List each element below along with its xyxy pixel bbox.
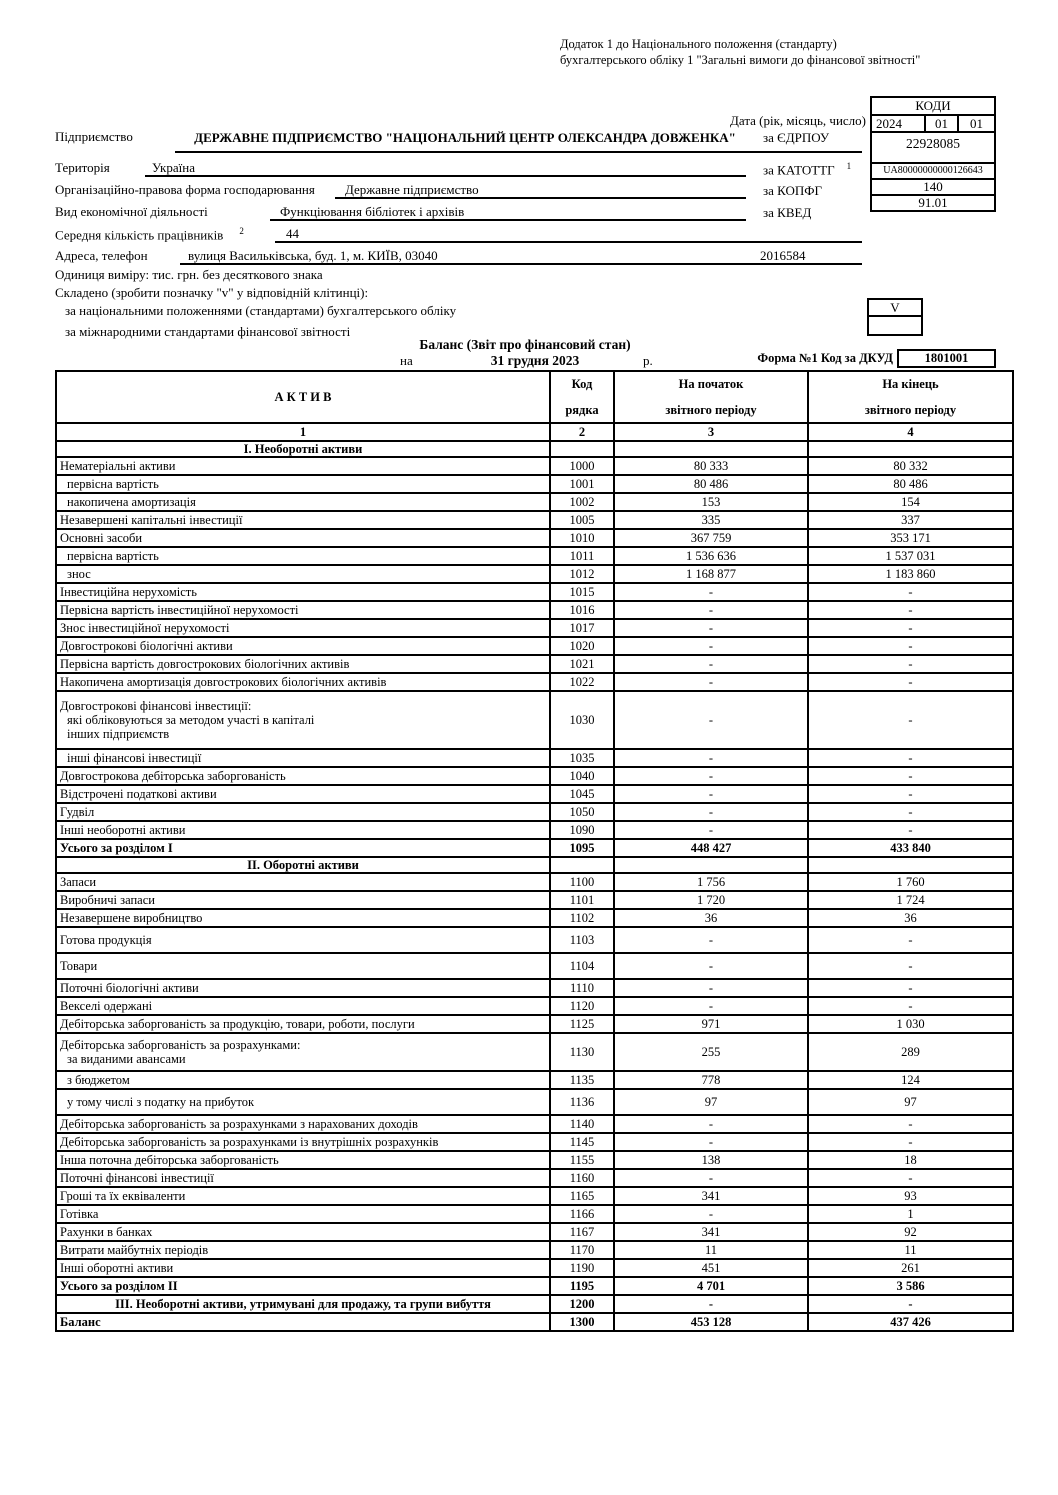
section-title: ІІ. Оборотні активи: [56, 857, 550, 873]
dkud-code-box: 1801001: [897, 349, 996, 368]
codes-date-row: [872, 114, 994, 131]
cell-label: Незавершене виробництво: [56, 909, 550, 927]
cell-code: 1101: [550, 891, 614, 909]
table-row: [56, 457, 1013, 475]
cell-start: 4 701: [614, 1277, 808, 1295]
cell-end: 353 171: [808, 529, 1013, 547]
cell-code: 1100: [550, 873, 614, 891]
table-row: [56, 749, 1013, 767]
balance-table-body: [56, 441, 1013, 1331]
cell-start: -: [614, 749, 808, 767]
cell-label: Інші необоротні активи: [56, 821, 550, 839]
table-row: [56, 1241, 1013, 1259]
cell-start: 778: [614, 1071, 808, 1089]
cell-code: 1030: [550, 691, 614, 749]
kved-code: 91.01: [872, 194, 994, 210]
cell-start: -: [614, 673, 808, 691]
company-label: Підприємство: [55, 129, 133, 144]
cell-code: 1200: [550, 1295, 614, 1313]
cell-end: 1 030: [808, 1015, 1013, 1033]
cell-code: 1016: [550, 601, 614, 619]
cell-start: -: [614, 655, 808, 673]
katottg-footnote: 1: [846, 161, 852, 171]
legal-form-label: Організаційно-правова форма господарювання: [55, 182, 315, 197]
cell-start: -: [614, 767, 808, 785]
table-row: [56, 1033, 1013, 1071]
table-row: [56, 873, 1013, 891]
cell-label: Інвестиційна нерухомість: [56, 583, 550, 601]
cell-start: 11: [614, 1241, 808, 1259]
table-row: [56, 1223, 1013, 1241]
cell-label: Векселі одержані: [56, 997, 550, 1015]
cell-label: Баланс: [56, 1313, 550, 1331]
table-header-row: [56, 371, 1013, 423]
date-label: Дата (рік, місяць, число): [730, 113, 866, 128]
cell-end: -: [808, 1295, 1013, 1313]
table-row: [56, 1187, 1013, 1205]
address-value: вулиця Васильківська, буд. 1, м. КИЇВ, 03040: [188, 248, 438, 263]
cell-code: [550, 441, 614, 457]
national-standards-checkbox: V: [867, 298, 923, 317]
cell-end: -: [808, 619, 1013, 637]
cell-code: 1022: [550, 673, 614, 691]
table-row: [56, 547, 1013, 565]
table-row: [56, 655, 1013, 673]
cell-start: 80 486: [614, 475, 808, 493]
cell-label: Накопичена амортизація довгострокових біологічних активів: [56, 673, 550, 691]
cell-end: -: [808, 1169, 1013, 1187]
cell-start: -: [614, 785, 808, 803]
cell-code: 1160: [550, 1169, 614, 1187]
table-row: [56, 637, 1013, 655]
cell-end: 1 760: [808, 873, 1013, 891]
edrpou-label: за ЄДРПОУ: [763, 130, 830, 145]
table-row: [56, 1015, 1013, 1033]
cell-label: Довгострокові біологічні активи: [56, 637, 550, 655]
cell-label: первісна вартість: [56, 547, 550, 565]
company-value: ДЕРЖАВНЕ ПІДПРИЄМСТВО "НАЦІОНАЛЬНИЙ ЦЕНТР ОЛЕКСАНДРА ДОВЖЕНКА": [194, 130, 736, 145]
column-numbers-row: [56, 423, 1013, 441]
cell-start: 451: [614, 1259, 808, 1277]
cell-start: -: [614, 1169, 808, 1187]
cell-end: -: [808, 997, 1013, 1015]
cell-start: 255: [614, 1033, 808, 1071]
cell-label: Довгострокова дебіторська заборгованість: [56, 767, 550, 785]
cell-label: [56, 691, 550, 749]
cell-label: ІІІ. Необоротні активи, утримувані для продажу, та групи вибуття: [56, 1295, 550, 1313]
cell-label: у тому числі з податку на прибуток: [56, 1089, 550, 1115]
cell-start: 97: [614, 1089, 808, 1115]
cell-label: Усього за розділом І: [56, 839, 550, 857]
table-row: [56, 821, 1013, 839]
cell-label: з бюджетом: [56, 1071, 550, 1089]
cell-code: 1005: [550, 511, 614, 529]
cell-end: -: [808, 927, 1013, 953]
katottg-code: UA80000000000126643: [872, 162, 994, 178]
cell-end: 80 332: [808, 457, 1013, 475]
cell-code: 1045: [550, 785, 614, 803]
cell-end: 1 537 031: [808, 547, 1013, 565]
cell-start: 138: [614, 1151, 808, 1169]
table-row: [56, 1313, 1013, 1331]
cell-end: -: [808, 1115, 1013, 1133]
cell-start: 971: [614, 1015, 808, 1033]
date-month: 01: [924, 116, 957, 131]
cell-start: -: [614, 583, 808, 601]
header-period-start: На початок звітного періоду: [614, 371, 808, 423]
table-row: [56, 767, 1013, 785]
cell-start: -: [614, 691, 808, 749]
edrpou-code: 22928085: [872, 131, 994, 162]
cell-code: 1130: [550, 1033, 614, 1071]
katottg-label: за КАТОТТГ $^1$: [763, 161, 852, 178]
table-row: [56, 441, 1013, 457]
cell-code: 1125: [550, 1015, 614, 1033]
cell-start: 341: [614, 1223, 808, 1241]
cell-end: 3 586: [808, 1277, 1013, 1295]
cell-start: 335: [614, 511, 808, 529]
compiled-line: Складено (зробити позначку "v" у відповідній клітинці):: [55, 285, 369, 300]
cell-code: 1000: [550, 457, 614, 475]
international-standards-checkbox: [867, 317, 923, 336]
cell-end: 1: [808, 1205, 1013, 1223]
col-num-2: 2: [550, 423, 614, 441]
cell-code: 1017: [550, 619, 614, 637]
cell-end: -: [808, 1133, 1013, 1151]
cell-code: 1021: [550, 655, 614, 673]
employees-label: Середня кількість працівників $^2$: [55, 226, 244, 243]
international-standards-line: за міжнародними стандартами фінансової звітності: [65, 324, 351, 339]
phone-value: 2016584: [760, 248, 806, 263]
cell-start: -: [614, 927, 808, 953]
cell-label: Знос інвестиційної нерухомості: [56, 619, 550, 637]
cell-start: [614, 857, 808, 873]
cell-code: 1165: [550, 1187, 614, 1205]
kopfg-label: за КОПФГ: [763, 183, 823, 198]
codes-title: КОДИ: [915, 98, 951, 113]
cell-code: 1155: [550, 1151, 614, 1169]
cell-code: 1135: [550, 1071, 614, 1089]
cell-label: Інша поточна дебіторська заборгованість: [56, 1151, 550, 1169]
cell-start: 367 759: [614, 529, 808, 547]
cell-end: -: [808, 767, 1013, 785]
table-row: [56, 1259, 1013, 1277]
cell-start: 1 536 636: [614, 547, 808, 565]
cell-start: [614, 441, 808, 457]
cell-end: 93: [808, 1187, 1013, 1205]
table-row: [56, 1071, 1013, 1089]
cell-code: 1136: [550, 1089, 614, 1115]
cell-end: 97: [808, 1089, 1013, 1115]
header-aktiv: А К Т И В: [56, 371, 550, 423]
legal-form-value: Державне підприємство: [345, 182, 479, 197]
cell-start: 453 128: [614, 1313, 808, 1331]
table-row: [56, 891, 1013, 909]
cell-label: Первісна вартість довгострокових біологічних активів: [56, 655, 550, 673]
col-num-1: 1: [56, 423, 550, 441]
title-on-label: на: [400, 353, 413, 368]
cell-start: -: [614, 1205, 808, 1223]
activity-label: Вид економічної діяльності: [55, 204, 208, 219]
table-row: [56, 1151, 1013, 1169]
cell-start: 153: [614, 493, 808, 511]
cell-code: 1002: [550, 493, 614, 511]
cell-label: Дебіторська заборгованість за розрахунками із внутрішніх розрахунків: [56, 1133, 550, 1151]
table-row: [56, 1205, 1013, 1223]
cell-end: 1 724: [808, 891, 1013, 909]
territory-label: Територія: [55, 160, 110, 175]
kopfg-code: 140: [872, 178, 994, 194]
cell-code: 1167: [550, 1223, 614, 1241]
cell-code: 1195: [550, 1277, 614, 1295]
report-title: Баланс (Звіт про фінансовий стан): [419, 337, 631, 352]
cell-end: [808, 441, 1013, 457]
table-row: [56, 1089, 1013, 1115]
cell-start: -: [614, 1295, 808, 1313]
table-row: [56, 601, 1013, 619]
cell-end: 124: [808, 1071, 1013, 1089]
cell-end: [808, 857, 1013, 873]
cell-end: -: [808, 601, 1013, 619]
cell-label: Товари: [56, 953, 550, 979]
cell-code: 1110: [550, 979, 614, 997]
table-row: [56, 839, 1013, 857]
cell-code: 1190: [550, 1259, 614, 1277]
employees-footnote: 2: [239, 226, 244, 236]
cell-start: 1 756: [614, 873, 808, 891]
cell-code: 1140: [550, 1115, 614, 1133]
table-row: [56, 565, 1013, 583]
table-row: [56, 785, 1013, 803]
cell-label-line: інших підприємств: [67, 727, 170, 741]
cell-start: -: [614, 997, 808, 1015]
table-row: [56, 997, 1013, 1015]
cell-code: 1001: [550, 475, 614, 493]
cell-label: Рахунки в банках: [56, 1223, 550, 1241]
kved-label: за КВЕД: [763, 205, 812, 220]
table-row: [56, 475, 1013, 493]
table-row: [56, 857, 1013, 873]
cell-code: 1012: [550, 565, 614, 583]
cell-label-line: які обліковуються за методом участі в капіталі: [67, 713, 315, 727]
cell-code: 1170: [550, 1241, 614, 1259]
cell-label: первісна вартість: [56, 475, 550, 493]
cell-code: 1102: [550, 909, 614, 927]
cell-label: Гроші та їх еквіваленти: [56, 1187, 550, 1205]
cell-label: Первісна вартість інвестиційної нерухомості: [56, 601, 550, 619]
table-row: [56, 979, 1013, 997]
cell-start: 80 333: [614, 457, 808, 475]
cell-start: -: [614, 821, 808, 839]
cell-code: 1103: [550, 927, 614, 953]
cell-end: 1 183 860: [808, 565, 1013, 583]
cell-label: Відстрочені податкові активи: [56, 785, 550, 803]
cell-end: 18: [808, 1151, 1013, 1169]
employees-value: 44: [286, 226, 299, 241]
cell-start: -: [614, 979, 808, 997]
cell-code: 1010: [550, 529, 614, 547]
table-row: [56, 673, 1013, 691]
cell-label: Незавершені капітальні інвестиції: [56, 511, 550, 529]
cell-label: Готова продукція: [56, 927, 550, 953]
cell-label: знос: [56, 565, 550, 583]
report-date: 31 грудня 2023: [490, 353, 580, 368]
col-num-4: 4: [808, 423, 1013, 441]
cell-code: 1145: [550, 1133, 614, 1151]
table-row: [56, 1133, 1013, 1151]
cell-label: інші фінансові інвестиції: [56, 749, 550, 767]
cell-end: 437 426: [808, 1313, 1013, 1331]
cell-end: -: [808, 785, 1013, 803]
header-period-end: На кінець звітного періоду: [808, 371, 1013, 423]
annex-line-1: Додаток 1 до Національного положення (стандарту): [560, 37, 837, 51]
activity-value: Функціювання бібліотек і архівів: [280, 204, 465, 219]
cell-end: -: [808, 749, 1013, 767]
cell-end: -: [808, 691, 1013, 749]
cell-code: 1015: [550, 583, 614, 601]
cell-end: 80 486: [808, 475, 1013, 493]
cell-code: 1300: [550, 1313, 614, 1331]
cell-label: Поточні фінансові інвестиції: [56, 1169, 550, 1187]
cell-label: Витрати майбутніх періодів: [56, 1241, 550, 1259]
table-row: [56, 953, 1013, 979]
form-code-label: Форма №1 Код за ДКУД: [757, 351, 893, 365]
cell-start: -: [614, 601, 808, 619]
cell-start: 341: [614, 1187, 808, 1205]
cell-label: [56, 1033, 550, 1071]
cell-start: -: [614, 637, 808, 655]
cell-start: 448 427: [614, 839, 808, 857]
employees-underline: [275, 226, 862, 243]
table-row: [56, 1169, 1013, 1187]
cell-end: -: [808, 821, 1013, 839]
table-row: [56, 583, 1013, 601]
cell-end: -: [808, 673, 1013, 691]
cell-end: -: [808, 979, 1013, 997]
date-year: 2024: [876, 116, 902, 131]
table-row: [56, 927, 1013, 953]
balance-table: [55, 370, 1014, 1332]
table-row: [56, 493, 1013, 511]
cell-code: 1035: [550, 749, 614, 767]
cell-label: Поточні біологічні активи: [56, 979, 550, 997]
cell-end: -: [808, 637, 1013, 655]
cell-start: -: [614, 619, 808, 637]
table-row: [56, 1277, 1013, 1295]
cell-end: 261: [808, 1259, 1013, 1277]
table-row: [56, 529, 1013, 547]
table-row: [56, 909, 1013, 927]
cell-start: -: [614, 1133, 808, 1151]
cell-end: 337: [808, 511, 1013, 529]
cell-label: Дебіторська заборгованість за продукцію, товари, роботи, послуги: [56, 1015, 550, 1033]
cell-start: 36: [614, 909, 808, 927]
cell-label: Дебіторська заборгованість за розрахунками з нарахованих доходів: [56, 1115, 550, 1133]
table-row: [56, 1295, 1013, 1313]
cell-code: 1090: [550, 821, 614, 839]
cell-code: 1020: [550, 637, 614, 655]
table-row: [56, 1115, 1013, 1133]
date-day: 01: [957, 116, 994, 131]
table-row: [56, 803, 1013, 821]
cell-end: 433 840: [808, 839, 1013, 857]
cell-code: 1011: [550, 547, 614, 565]
cell-label-line: Дебіторська заборгованість за розрахунками:: [60, 1038, 301, 1052]
cell-end: -: [808, 803, 1013, 821]
cell-code: 1040: [550, 767, 614, 785]
cell-label: Готівка: [56, 1205, 550, 1223]
cell-label: Основні засоби: [56, 529, 550, 547]
territory-value: Україна: [152, 160, 195, 175]
cell-start: -: [614, 1115, 808, 1133]
cell-start: 1 720: [614, 891, 808, 909]
cell-end: -: [808, 583, 1013, 601]
cell-end: 154: [808, 493, 1013, 511]
address-label: Адреса, телефон: [55, 248, 148, 263]
table-row: [56, 691, 1013, 749]
cell-code: 1166: [550, 1205, 614, 1223]
cell-label: Нематеріальні активи: [56, 457, 550, 475]
territory-underline: [145, 160, 746, 177]
cell-end: 289: [808, 1033, 1013, 1071]
table-row: [56, 511, 1013, 529]
cell-end: 92: [808, 1223, 1013, 1241]
cell-start: -: [614, 953, 808, 979]
header-code: Код рядка: [550, 371, 614, 423]
cell-end: -: [808, 953, 1013, 979]
cell-start: 1 168 877: [614, 565, 808, 583]
units-line: Одиниця виміру: тис. грн. без десяткового знака: [55, 267, 323, 282]
cell-code: 1050: [550, 803, 614, 821]
title-year-suffix: р.: [643, 353, 653, 368]
section-title: І. Необоротні активи: [56, 441, 550, 457]
cell-label: Усього за розділом ІІ: [56, 1277, 550, 1295]
cell-label-line: Довгострокові фінансові інвестиції:: [60, 699, 252, 713]
cell-code: 1104: [550, 953, 614, 979]
cell-label: накопичена амортизація: [56, 493, 550, 511]
codes-box: [870, 96, 996, 212]
cell-end: 36: [808, 909, 1013, 927]
cell-end: 11: [808, 1241, 1013, 1259]
cell-label: Інші оборотні активи: [56, 1259, 550, 1277]
cell-code: 1095: [550, 839, 614, 857]
annex-line-2: бухгалтерського обліку 1 "Загальні вимоги до фінансової звітності": [560, 53, 921, 68]
cell-code: [550, 857, 614, 873]
col-num-3: 3: [614, 423, 808, 441]
cell-label: Запаси: [56, 873, 550, 891]
cell-end: -: [808, 655, 1013, 673]
annex-note: [560, 36, 1020, 69]
national-standards-line: за національними положеннями (стандартами) бухгалтерського обліку: [65, 303, 457, 318]
cell-label: Гудвіл: [56, 803, 550, 821]
cell-start: -: [614, 803, 808, 821]
cell-label-line: за виданими авансами: [67, 1052, 186, 1066]
cell-label: Виробничі запаси: [56, 891, 550, 909]
table-row: [56, 619, 1013, 637]
cell-code: 1120: [550, 997, 614, 1015]
